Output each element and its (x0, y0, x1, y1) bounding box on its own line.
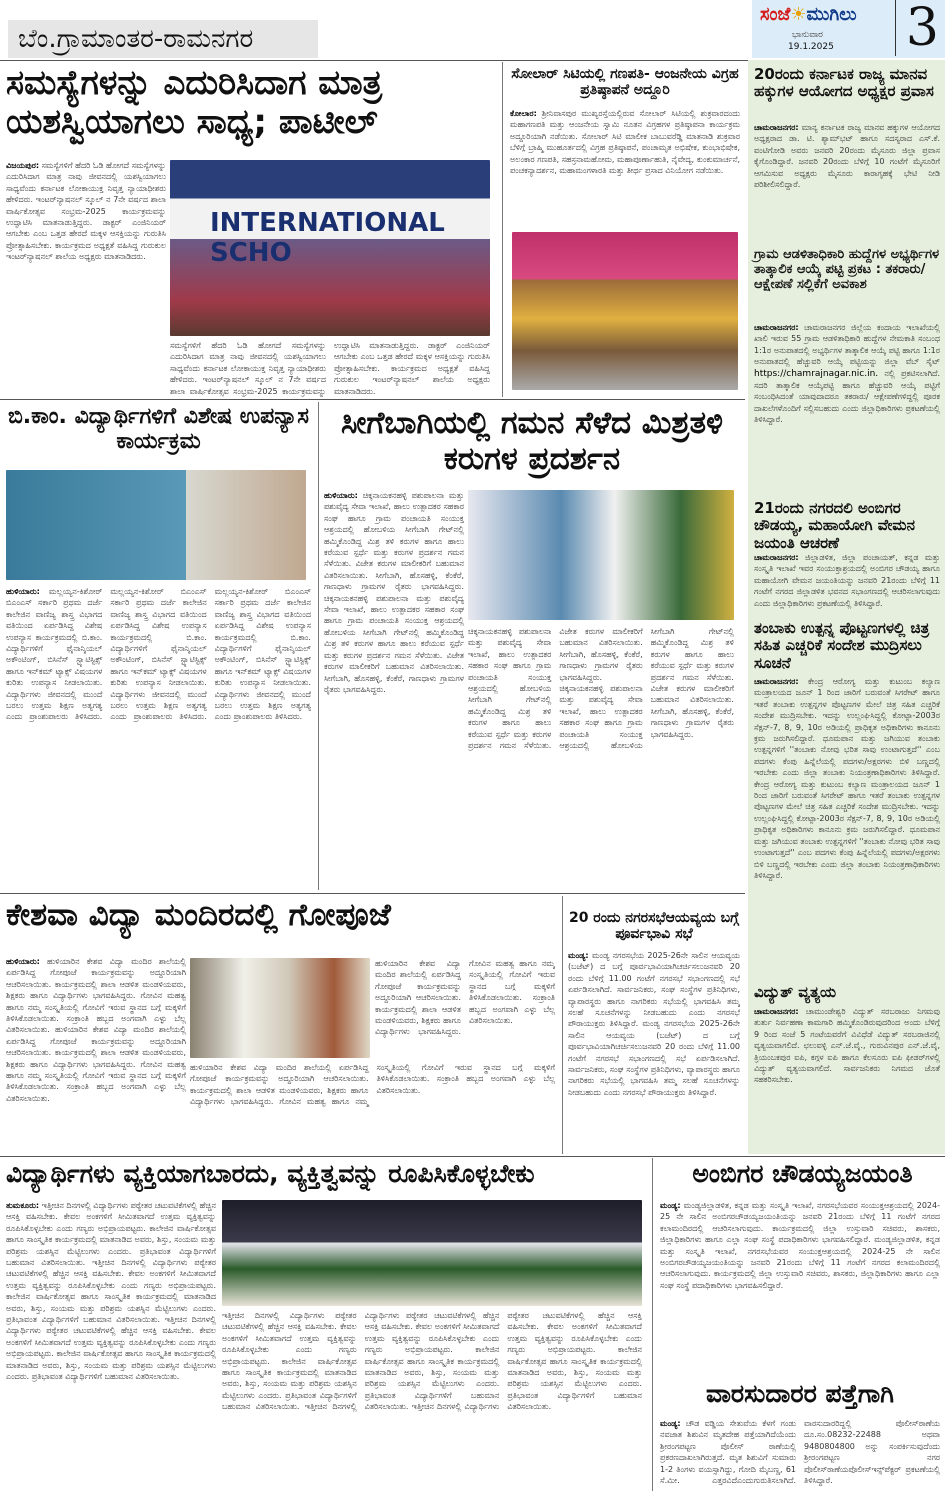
calf-show-body (324, 490, 464, 888)
paper-name (760, 4, 857, 25)
dateline: ಚಾಮರಾಜನಗರ: (754, 1007, 799, 1016)
budget-meeting-headline: 20 ರಂದು ನಗರಸಭೆಆಯವ್ಯಯ ಬಗ್ಗೆ ಪೂರ್ವಭಾವಿ ಸಭೆ (568, 910, 740, 943)
article-text: ಸಮಸ್ಯೆಗಳಿಗೆ ಹೆದರಿ ಓಡಿ ಹೋಗದೆ ಸಮಸ್ಯೆಗಳನ್ನು ಎದುರಿಸಿದಾಗ ಮಾತ್ರ ನಾವು ಜೀವನದಲ್ಲಿ ಯಶಸ್ವಿಯಾಗಲು ಸಾಧ್ಯವೆಂದು ಕರ್ನಾಟಕ ಲೋಕಾಯುಕ್ತ ನಿವೃತ್ತ ನ್ಯಾಯಾಧೀಶರು ಹೇಳಿದರು. ಇಂಟರ್‌ನ್ಯಾಷನಲ್ ಸ್ಕೂಲ್ ನ 7ನೇ ವರ್ಷದ ಶಾಲಾ ವಾರ್ಷಿಕೋತ್ಸವ ಸಂಭ್ರಮ-2025 ಕಾರ್ಯಕ್ರಮವನ್ನು ಉದ್ಘಾಟಿಸಿ ಮಾತನಾಡುತ್ತಿದ್ದರು. ಡಾಕ್ಟರ್ ಎಂಜಿನಿಯರ್ ಆಗಬೇಕು ಎಂಬ ಒತ್ತಡ ಹೇರದೆ ಮಕ್ಕಳ ಆಸಕ್ತಿಯನ್ನು ಗುರುತಿಸಿ ಪ್ರೋತ್ಸಾಹಿಸಬೇಕು. ಕಾರ್ಯಕ್ರಮದ ಅಧ್ಯಕ್ಷತೆ ವಹಿಸಿದ್ದ ಗುರುಕುಲ ಇಂಟರ್‌ನ್ಯಾಷನಲ್ ಶಾಲೆಯ ಅಧ್ಯಕ್ಷರು ಮಾತನಾಡಿದರು. (6, 161, 166, 262)
rights-body (754, 122, 940, 244)
power-headline: ವಿದ್ಯುತ್ ವ್ಯತ್ಯಯ (754, 983, 837, 1001)
district-website-link[interactable]: https://chamrajnagar.nic.in. (754, 368, 879, 379)
heirs-body (660, 1418, 940, 1490)
gopuja-body-side (375, 958, 555, 1058)
masthead (752, 0, 945, 58)
dateline: ಮಂಡ್ಯ: (568, 951, 589, 960)
article-text: ಶ್ರೀನಿವಾಸಪುರ ಮುಖ್ಯರಸ್ತೆಯಲ್ಲಿರುವ ಸೋಲಾರ್ ಸಿಟಿಯಲ್ಲಿ ಶುಕ್ರವಾರದಂದು ಮಹಾಗಣಪತಿ ಮತ್ತು ಆಂಜನೇಯ ಸ್ವಾಮಿ ನೂತನ ವಿಗ್ರಹಗಳ ಪ್ರತಿಷ್ಠಾಪನಾ ಕಾರ್ಯಕ್ರಮ ಅದ್ದೂರಿಯಾಗಿ ನಡೆಯಿತು. ಸೋಲಾರ್ ಸಿಟಿ ಮಾಲೀಕ ಬಾಬುವರೆಡ್ಡಿ ಮಾತನಾಡಿ ಶುಕ್ರವಾರ ಬೆಳಿಗ್ಗೆ ಬ್ರಾಹ್ಮಿ ಮುಹೂರ್ತದಲ್ಲಿ ವಿಗ್ರಹ ಪ್ರತಿಷ್ಠಾಪನೆ, ಪಂಚಾಮೃತ ಅಭಿಷೇಕ, ಕುಂಭಾಭಿಷೇಕ, ಅಲಂಕಾರ ಗಣಪತಿ, ಸಹಸ್ರನಾಮಹೋಮ, ಮಹಾಪೂರ್ಣಾಹುತಿ, ನೈವೇದ್ಯ, ಕುಂಕುಮಾರ್ಚನೆ, ಪಂಚಕನ್ಯಾದರ್ಶನ, ಮಹಾಮಂಗಳಾರತಿ ಮತ್ತು ತೀರ್ಥ ಪ್ರಸಾದ ವಿನಿಯೋಗ ನಡೆಯಿತು. (510, 109, 740, 176)
page-number: 3 (895, 0, 939, 56)
cow-worship-photo (190, 958, 370, 1058)
article-text: ಚಿಕ್ಕನಾಯಕನಹಳ್ಳಿ ಪಶುಪಾಲನಾ ಮತ್ತು ಪಶುವೈದ್ಯ ಸೇವಾ ಇಲಾಖೆ, ಹಾಲು ಉತ್ಪಾದಕರ ಸಹಕಾರ ಸಂಘ ಹಾಗೂ ಗ್ರಾಮ ಪಂಚಾಯತಿ ಸಂಯುಕ್ತ ಆಶ್ರಯದಲ್ಲಿ ಹೋಬಳಿಯ ಸೀಗೆಬಾಗಿ ಗೇಟ್‌ನಲ್ಲಿ ಹಮ್ಮಿಕೊಂಡಿದ್ದ ಮಿಶ್ರ ತಳಿ ಕರುಗಳ ಹಾಗೂ ಹಾಲು ಕರೆಯುವ ಸ್ಪರ್ಧೆ ಮತ್ತು ಕರುಗಳ ಪ್ರದರ್ಶನ ಗಮನ ಸೆಳೆಯಿತು. ವಿಜೇತ ಕರುಗಳ ಮಾಲೀಕರಿಗೆ ಬಹುಮಾನ ವಿತರಿಸಲಾಯಿತು. ಸೀಗೆಬಾಗಿ, ಹೊಸಹಳ್ಳಿ, ಕೆಂಕೆರೆ, ಗಾಣಧಾಳು ಗ್ರಾಮಗಳ ರೈತರು ಭಾಗವಹಿಸಿದ್ದರು. (324, 491, 464, 592)
divider (502, 62, 503, 397)
article-text: ಇತ್ತೀಚಿನ ದಿನಗಳಲ್ಲಿ ವಿದ್ಯಾರ್ಥಿಗಳು ಪಠ್ಯೇತರ ಚಟುವಟಿಕೆಗಳಲ್ಲಿ ಹೆಚ್ಚಿನ ಆಸಕ್ತಿ ವಹಿಸಬೇಕು. ಕೇವಲ ಅಂಕಗಳಿಗೆ ಸೀಮಿತವಾಗದೆ ಉತ್ತಮ ವ್ಯಕ್ತಿತ್ವವನ್ನು ರೂಪಿಸಿಕೊಳ್ಳಬೇಕು ಎಂದು ಗಣ್ಯರು ಅಭಿಪ್ರಾಯಪಟ್ಟರು. ಕಾಲೇಜಿನ ವಾರ್ಷಿಕೋತ್ಸವ ಹಾಗೂ ಸಾಂಸ್ಕೃತಿಕ ಕಾರ್ಯಕ್ರಮದಲ್ಲಿ ಮಾತನಾಡಿದ ಅವರು, ಶಿಸ್ತು, ಸಂಯಮ ಮತ್ತು ಪರಿಶ್ರಮ ಯಶಸ್ಸಿನ ಮೆಟ್ಟಿಲುಗಳು ಎಂದರು. ಪ್ರತಿಭಾವಂತ ವಿದ್ಯಾರ್ಥಿಗಳಿಗೆ ಬಹುಮಾನ ವಿತರಿಸಲಾಯಿತು. (222, 1311, 357, 1412)
dateline: ಹುಳಿಯಾರು: (6, 957, 40, 966)
article-text: ಮಲ್ಲಯ್ಯನ-ಕಿಶೋರ್ ಬಿಎಂಎಸ್ ಸರ್ಕಾರಿ ಪ್ರಥಮ ದರ್ಜೆ ಕಾಲೇಜಿನ ವಾಣಿಜ್ಯ ಶಾಸ್ತ್ರ ವಿಭಾಗದ ವತಿಯಿಂದ ಏರ್ಪಡಿಸಿದ್ದ ವಿಶೇಷ ಉಪನ್ಯಾಸ ಕಾರ್ಯಕ್ರಮದಲ್ಲಿ ಬಿ.ಕಾಂ. ವಿದ್ಯಾರ್ಥಿಗಳಿಗೆ ಫೈನಾನ್ಶಿಯಲ್ ಅಕೌಂಟಿಂಗ್, ಬಿಸಿನೆಸ್ ಸ್ಟ್ಯಾಟಿಸ್ಟಿಕ್ಸ್ ಹಾಗೂ ಇನ್‌ಕಮ್ ಟ್ಯಾಕ್ಸ್ ವಿಷಯಗಳ ಕುರಿತು ಉಪನ್ಯಾಸ ನೀಡಲಾಯಿತು. ವಿದ್ಯಾರ್ಥಿಗಳು ಜೀವನದಲ್ಲಿ ಮುಂದೆ ಬರಲು ಉತ್ತಮ ಶಿಕ್ಷಣ ಅತ್ಯಗತ್ಯ ಎಂದು ಪ್ರಾಂಶುಪಾಲರು ತಿಳಿಸಿದರು. (110, 587, 207, 722)
article-text: ಚಿಕ್ಕನಾಯಕನಹಳ್ಳಿ ಪಶುಪಾಲನಾ ಮತ್ತು ಪಶುವೈದ್ಯ ಸೇವಾ ಇಲಾಖೆ, ಹಾಲು ಉತ್ಪಾದಕರ ಸಹಕಾರ ಸಂಘ ಹಾಗೂ ಗ್ರಾಮ ಪಂಚಾಯತಿ ಸಂಯುಕ್ತ ಆಶ್ರಯದಲ್ಲಿ ಹೋಬಳಿಯ ಸೀಗೆಬಾಗಿ ಗೇಟ್‌ನಲ್ಲಿ ಹಮ್ಮಿಕೊಂಡಿದ್ದ ಮಿಶ್ರ ತಳಿ ಕರುಗಳ ಹಾಗೂ ಹಾಲು ಕರೆಯುವ ಸ್ಪರ್ಧೆ ಮತ್ತು ಕರುಗಳ ಪ್ರದರ್ಶನ ಗಮನ ಸೆಳೆಯಿತು. ವಿಜೇತ ಕರುಗಳ ಮಾಲೀಕರಿಗೆ ಬಹುಮಾನ ವಿತರಿಸಲಾಯಿತು. ಸೀಗೆಬಾಗಿ, ಹೊಸಹಳ್ಳಿ, ಕೆಂಕೆರೆ, ಗಾಣಧಾಳು ಗ್ರಾಮಗಳ ರೈತರು ಭಾಗವಹಿಸಿದ್ದರು. (324, 593, 464, 694)
ambigara-body (660, 1200, 940, 1372)
dateline: ಚಾಮರಾಜನಗರ: (754, 677, 799, 686)
issue-day: ಭಾನುವಾರ (792, 30, 823, 40)
dateline: ವಿಜಯಪುರ: (6, 161, 40, 170)
tobacco-headline: ತಂಬಾಕು ಉತ್ಪನ್ನ ಪೊಟ್ಟಣಗಳಲ್ಲಿ ಚಿತ್ರ ಸಹಿತ ಎಚ್ಚರಿಕೆ ಸಂದೇಶ ಮುದ್ರಿಸಲು ಸೂಚನೆ (754, 619, 930, 672)
lead-body (6, 160, 166, 400)
divider (0, 399, 745, 400)
divider (0, 893, 745, 894)
gopuja-body (6, 956, 186, 1152)
rights-headline: 20ರಂದು ಕರ್ನಾಟಕ ರಾಜ್ಯ ಮಾನವ ಹಕ್ಕುಗಳ ಆಯೋಗದ ಅಧ್ಯಕ್ಷರ ಪ್ರವಾಸ (754, 65, 934, 101)
lead-body-cont (170, 340, 490, 398)
paper-name-2: ಮುಗಿಲು (806, 4, 857, 25)
article-text: ಚಾಮರಾಜನಗರ ಜಿಲ್ಲೆಯ ಕಂದಾಯ ಇಲಾಖೆಯಲ್ಲಿ ಖಾಲಿ ಇರುವ 55 ಗ್ರಾಮ ಆಡಳಿತಾಧಿಕಾರಿ ಹುದ್ದೆಗಳ ನೇಮಕಾತಿ ಸಂಬಂಧ 1:1ರ ಅನುಪಾತದಲ್ಲಿ ಅಭ್ಯರ್ಥಿಗಳ ತಾತ್ಕಾಲಿಕ ಆಯ್ಕೆ ಪಟ್ಟಿ ಹಾಗೂ 1:1ರ ಅನುಪಾತದಲ್ಲಿ ಹೆಚ್ಚುವರಿ ಆಯ್ಕೆ ಪಟ್ಟಿಯನ್ನು ಜಿಲ್ಲಾ ವೆಬ್ ಸೈಟ್ (754, 323, 940, 367)
dateline: ತುಮಕೂರು: (6, 1201, 40, 1210)
dateline: ಹುಳಿಯಾರು: (6, 587, 40, 596)
dateline: ಹುಳಿಯಾರು: (324, 491, 358, 500)
issue-date: 19.1.2025 (788, 42, 834, 52)
article-text: ಚಿಕ್ಕನಾಯಕನಹಳ್ಳಿ ಪಶುಪಾಲನಾ ಮತ್ತು ಪಶುವೈದ್ಯ ಸೇವಾ ಇಲಾಖೆ, ಹಾಲು ಉತ್ಪಾದಕರ ಸಹಕಾರ ಸಂಘ ಹಾಗೂ ಗ್ರಾಮ ಪಂಚಾಯತಿ ಸಂಯುಕ್ತ ಆಶ್ರಯದಲ್ಲಿ ಹೋಬಳಿಯ ಸೀಗೆಬಾಗಿ ಗೇಟ್‌ನಲ್ಲಿ ಹಮ್ಮಿಕೊಂಡಿದ್ದ ಮಿಶ್ರ ತಳಿ ಕರುಗಳ ಹಾಗೂ ಹಾಲು ಕರೆಯುವ ಸ್ಪರ್ಧೆ ಮತ್ತು ಕರುಗಳ ಪ್ರದರ್ಶನ ಗಮನ ಸೆಳೆಯಿತು. ವಿಜೇತ ಕರುಗಳ ಮಾಲೀಕರಿಗೆ ಬಹುಮಾನ ವಿತರಿಸಲಾಯಿತು. ಸೀಗೆಬಾಗಿ, ಹೊಸಹಳ್ಳಿ, ಕೆಂಕೆರೆ, ಗಾಣಧಾಳು ಗ್ರಾಮಗಳ ರೈತರು ಭಾಗವಹಿಸಿದ್ದರು. (468, 627, 643, 751)
article-text: ನಲ್ಲಿ ಪ್ರಕಟಿಸಲಾಗಿದೆ. ಸದರಿ ತಾತ್ಕಾಲಿಕ ಆಯ್ಕೆಪಟ್ಟಿ ಹಾಗೂ ಹೆಚ್ಚುವರಿ ಆಯ್ಕೆ ಪಟ್ಟಿಗೆ ಸಂಬಂಧಿಸಿದಂತೆ ಯಾವುದಾದರೂ ತಕರಾರು/ ಆಕ್ಷೇಪಣೆಗಳಿದ್ದಲ್ಲಿ ಪೂರಕ ದಾಖಲೆಗಳೊಂದಿಗೆ ಸಲ್ಲಿಸಬಹುದು ಎಂದು ಜಿಲ್ಲಾಧಿಕಾರಿಗಳು ಪ್ರಕಟಣೆಯಲ್ಲಿ ತಿಳಿಸಿದ್ದಾರೆ. (754, 368, 940, 425)
college-function-photo (222, 1200, 642, 1306)
article-text: ಸಮಸ್ಯೆಗಳಿಗೆ ಹೆದರಿ ಓಡಿ ಹೋಗದೆ ಸಮಸ್ಯೆಗಳನ್ನು ಎದುರಿಸಿದಾಗ ಮಾತ್ರ ನಾವು ಜೀವನದಲ್ಲಿ ಯಶಸ್ವಿಯಾಗಲು ಸಾಧ್ಯವೆಂದು ಕರ್ನಾಟಕ ಲೋಕಾಯುಕ್ತ ನಿವೃತ್ತ ನ್ಯಾಯಾಧೀಶರು ಹೇಳಿದರು. ಇಂಟರ್‌ನ್ಯಾಷನಲ್ ಸ್ಕೂಲ್ ನ 7ನೇ ವರ್ಷದ ಶಾಲಾ ವಾರ್ಷಿಕೋತ್ಸವ ಸಂಭ್ರಮ-2025 ಕಾರ್ಯಕ್ರಮವನ್ನು ಉದ್ಘಾಟಿಸಿ ಮಾತನಾಡುತ್ತಿದ್ದರು. ಡಾಕ್ಟರ್ ಎಂಜಿನಿಯರ್ ಆಗಬೇಕು ಎಂಬ ಒತ್ತಡ ಹೇರದೆ ಮಕ್ಕಳ ಆಸಕ್ತಿಯನ್ನು ಗುರುತಿಸಿ ಪ್ರೋತ್ಸಾಹಿಸಬೇಕು. ಕಾರ್ಯಕ್ರಮದ ಅಧ್ಯಕ್ಷತೆ ವಹಿಸಿದ್ದ ಗುರುಕುಲ ಇಂಟರ್‌ನ್ಯಾಷನಲ್ ಶಾಲೆಯ ಅಧ್ಯಕ್ಷರು ಮಾತನಾಡಿದರು. (170, 341, 490, 396)
gopuja-headline: ಕೇಶವಾ ವಿದ್ಯಾ ಮಂದಿರದಲ್ಲಿ ಗೋಪೂಜೆ (6, 897, 391, 933)
lead-headline: ಸಮಸ್ಯೆಗಳನ್ನು ಎದುರಿಸಿದಾಗ ಮಾತ್ರ ಯಶಸ್ವಿಯಾಗಲು ಸಾಧ್ಯ; ಪಾಟೀಲ್ (6, 63, 383, 143)
article-text: ಮಂಡ್ಯ ನಗರಸಭೆಯ 2025-26ನೇ ಸಾಲಿನ ಆಯವ್ಯಯ (ಬಜೆಟ್) ದ ಬಗ್ಗೆ ಪೂರ್ವಭಾವಿಯಾಗಿಚರ್ಚಿಸಲುಜನವರಿ 20 ರಂದು ಬೆಳಿಗ್ಗೆ 11.00 ಗಂಟೆಗೆ ನಗರಸಭೆ ಸಭಾಂಗಣದಲ್ಲಿ ಸಭೆ ಏರ್ಪಡಿಸಲಾಗಿದೆ. ಸಾರ್ವಜನಿಕರು, ಸಂಘ ಸಂಸ್ಥೆಗಳ ಪ್ರತಿನಿಧಿಗಳು, ವ್ಯಾಪಾರಸ್ಥರು ಹಾಗೂ ನಾಗರಿಕರು ಸಭೆಯಲ್ಲಿ ಭಾಗವಹಿಸಿ ತಮ್ಮ ಸಲಹೆ ಸೂಚನೆಗಳನ್ನು ನೀಡಬಹುದು ಎಂದು ನಗರಸಭೆ ಪೌರಾಯುಕ್ತರು ತಿಳಿಸಿದ್ದಾರೆ. (568, 951, 740, 1029)
sun-palm-icon: ☀ (790, 4, 807, 25)
gopuja-body-cont (190, 1062, 555, 1152)
village-officer-body (754, 322, 940, 494)
article-text: ಹುಳಿಯಾರಿನ ಕೇಶವ ವಿದ್ಯಾ ಮಂದಿರ ಶಾಲೆಯಲ್ಲಿ ಏರ್ಪಡಿಸಿದ್ದ ಗೋಪೂಜೆ ಕಾರ್ಯಕ್ರಮವನ್ನು ಅದ್ದೂರಿಯಾಗಿ ಆಚರಿಸಲಾಯಿತು. ಕಾರ್ಯಕ್ರಮದಲ್ಲಿ ಶಾಲಾ ಆಡಳಿತ ಮಂಡಳಿಯವರು, ಶಿಕ್ಷಕರು ಹಾಗೂ ವಿದ್ಯಾರ್ಥಿಗಳು ಭಾಗವಹಿಸಿದ್ದರು. ಗೋವಿನ ಮಹತ್ವ ಹಾಗೂ ನಮ್ಮ ಸಂಸ್ಕೃತಿಯಲ್ಲಿ ಗೋವಿಗೆ ಇರುವ ಸ್ಥಾನದ ಬಗ್ಗೆ ಮಕ್ಕಳಿಗೆ ತಿಳಿಸಿಕೊಡಲಾಯಿತು. ಸಂಕ್ರಾಂತಿ ಹಬ್ಬದ ಅಂಗವಾಗಿ ಎಳ್ಳು ಬೆಲ್ಲ ವಿತರಿಸಲಾಯಿತು. (375, 959, 555, 1037)
section-label: ಬೆಂ.ಗ್ರಾಮಾಂತರ-ರಾಮನಗರ (8, 20, 318, 58)
power-body (754, 1006, 940, 1148)
dateline: ಚಾಮರಾಜನಗರ: (754, 123, 799, 132)
article-text: ಮಲ್ಲಯ್ಯನ-ಕಿಶೋರ್ ಬಿಎಂಎಸ್ ಸರ್ಕಾರಿ ಪ್ರಥಮ ದರ್ಜೆ ಕಾಲೇಜಿನ ವಾಣಿಜ್ಯ ಶಾಸ್ತ್ರ ವಿಭಾಗದ ವತಿಯಿಂದ ಏರ್ಪಡಿಸಿದ್ದ ವಿಶೇಷ ಉಪನ್ಯಾಸ ಕಾರ್ಯಕ್ರಮದಲ್ಲಿ ಬಿ.ಕಾಂ. ವಿದ್ಯಾರ್ಥಿಗಳಿಗೆ ಫೈನಾನ್ಶಿಯಲ್ ಅಕೌಂಟಿಂಗ್, ಬಿಸಿನೆಸ್ ಸ್ಟ್ಯಾಟಿಸ್ಟಿಕ್ಸ್ ಹಾಗೂ ಇನ್‌ಕಮ್ ಟ್ಯಾಕ್ಸ್ ವಿಷಯಗಳ ಕುರಿತು ಉಪನ್ಯಾಸ ನೀಡಲಾಯಿತು. ವಿದ್ಯಾರ್ಥಿಗಳು ಜೀವನದಲ್ಲಿ ಮುಂದೆ ಬರಲು ಉತ್ತಮ ಶಿಕ್ಷಣ ಅತ್ಯಗತ್ಯ ಎಂದು ಪ್ರಾಂಶುಪಾಲರು ತಿಳಿಸಿದರು. (6, 587, 103, 722)
bcom-body (6, 586, 311, 886)
ambigara-headline: ಅಂಬಿಗರ ಚೌಡಯ್ಯಜಯಂತಿ (692, 1159, 913, 1188)
article-text: ಇತ್ತೀಚಿನ ದಿನಗಳಲ್ಲಿ ವಿದ್ಯಾರ್ಥಿಗಳು ಪಠ್ಯೇತರ ಚಟುವಟಿಕೆಗಳಲ್ಲಿ ಹೆಚ್ಚಿನ ಆಸಕ್ತಿ ವಹಿಸಬೇಕು. ಕೇವಲ ಅಂಕಗಳಿಗೆ ಸೀಮಿತವಾಗದೆ ಉತ್ತಮ ವ್ಯಕ್ತಿತ್ವವನ್ನು ರೂಪಿಸಿಕೊಳ್ಳಬೇಕು ಎಂದು ಗಣ್ಯರು ಅಭಿಪ್ರಾಯಪಟ್ಟರು. ಕಾಲೇಜಿನ ವಾರ್ಷಿಕೋತ್ಸವ ಹಾಗೂ ಸಾಂಸ್ಕೃತಿಕ ಕಾರ್ಯಕ್ರಮದಲ್ಲಿ ಮಾತನಾಡಿದ ಅವರು, ಶಿಸ್ತು, ಸಂಯಮ ಮತ್ತು ಪರಿಶ್ರಮ ಯಶಸ್ಸಿನ ಮೆಟ್ಟಿಲುಗಳು ಎಂದರು. ಪ್ರತಿಭಾವಂತ ವಿದ್ಯಾರ್ಥಿಗಳಿಗೆ ಬಹುಮಾನ ವಿತರಿಸಲಾಯಿತು. (304, 1311, 500, 1412)
article-text: ಮಾನ್ಯ ಕರ್ನಾಟಕ ರಾಜ್ಯ ಮಾನವ ಹಕ್ಕುಗಳ ಆಯೋಗದ ಅಧ್ಯಕ್ಷರಾದ ಡಾ. ಟಿ. ಶ್ಯಾಮ್‌ಭಟ್ ಹಾಗೂ ಸದಸ್ಯರಾದ ಎಸ್.ಕೆ. ವಂಟಿಗೋಡಿ ಅವರು ಜನವರಿ 20ರಂದು ಮೈಸೂರು ಜಿಲ್ಲಾ ಪ್ರವಾಸ ಕೈಗೊಂಡಿದ್ದಾರೆ. ಜನವರಿ 20ರಂದು ಬೆಳಿಗ್ಗೆ 10 ಗಂಟೆಗೆ ಮೈಸೂರಿಗೆ ಆಗಮಿಸುವ ಅಧ್ಯಕ್ಷರು ಮೈಸೂರು ಕಾರಾಗೃಹಕ್ಕೆ ಭೇಟಿ ನೀಡಿ ಪರಿಶೀಲಿಸಲಿದ್ದಾರೆ. (754, 123, 940, 190)
idol-installation-photo (512, 232, 738, 390)
divider (318, 402, 319, 890)
article-text: ಹುಳಿಯಾರಿನ ಕೇಶವ ವಿದ್ಯಾ ಮಂದಿರ ಶಾಲೆಯಲ್ಲಿ ಏರ್ಪಡಿಸಿದ್ದ ಗೋಪೂಜೆ ಕಾರ್ಯಕ್ರಮವನ್ನು ಅದ್ದೂರಿಯಾಗಿ ಆಚರಿಸಲಾಯಿತು. ಕಾರ್ಯಕ್ರಮದಲ್ಲಿ ಶಾಲಾ ಆಡಳಿತ ಮಂಡಳಿಯವರು, ಶಿಕ್ಷಕರು ಹಾಗೂ ವಿದ್ಯಾರ್ಥಿಗಳು ಭಾಗವಹಿಸಿದ್ದರು. ಗೋವಿನ ಮಹತ್ವ ಹಾಗೂ ನಮ್ಮ ಸಂಸ್ಕೃತಿಯಲ್ಲಿ ಗೋವಿಗೆ ಇರುವ ಸ್ಥಾನದ ಬಗ್ಗೆ ಮಕ್ಕಳಿಗೆ ತಿಳಿಸಿಕೊಡಲಾಯಿತು. ಸಂಕ್ರಾಂತಿ ಹಬ್ಬದ ಅಂಗವಾಗಿ ಎಳ್ಳು ಬೆಲ್ಲ ವಿತರಿಸಲಾಯಿತು. (6, 1025, 186, 1103)
budget-meeting-body (568, 950, 740, 1150)
school-event-photo (170, 160, 490, 336)
calf-show-body-cont (468, 626, 734, 888)
divider (562, 896, 563, 1154)
village-officer-headline: ಗ್ರಾಮ ಆಡಳಿತಾಧಿಕಾರಿ ಹುದ್ದೆಗಳ ಅಭ್ಯರ್ಥಿಗಳ ತಾತ್ಕಾಲಿಕ ಆಯ್ಕೆ ಪಟ್ಟಿ ಪ್ರಕಟ : ತಕರಾರು/ ಆಕ್ಷೇಪಣೆ ಸಲ್ಲಿಕೆಗೆ ಅವಕಾಶ (754, 247, 940, 292)
divider (0, 1156, 945, 1157)
article-text: ಕೇಂದ್ರ ಆರೋಗ್ಯ ಮತ್ತು ಕುಟುಂಬ ಕಲ್ಯಾಣ ಮಂತ್ರಾಲಯದ ಜೂನ್ 1 ರಿಂದ ಜಾರಿಗೆ ಬರುವಂತೆ ಸಿಗರೇಟ್ ಹಾಗೂ ಇತರೆ ತಂಬಾಕು ಉತ್ಪನ್ನಗಳ ಪೊಟ್ಟಣಗಳ ಮೇಲೆ ಚಿತ್ರ ಸಹಿತ ಎಚ್ಚರಿಕೆ ಸಂದೇಶ ಮುದ್ರಿಸಬೇಕು. ಇದನ್ನು ಉಲ್ಲಂಘಿಸಿದ್ದಲ್ಲಿ ಕೋಟ್ಪಾ-2003ರ ಸೆಕ್ಷನ್-7, 8, 9, 10ರ ಅಡಿಯಲ್ಲಿ ಪ್ರಾಧಿಕೃತ ಅಧಿಕಾರಿಗಳು ಕಾನೂನು ಕ್ರಮ ಜರುಗಿಸಲಿದ್ದಾರೆ. ಧೂಮಪಾನ ಮತ್ತು ಜಗಿಯುವ ತಂಬಾಕು ಉತ್ಪನ್ನಗಳಿಗೆ ''ತಂಬಾಕು ನೋವು ಭರಿತ ಸಾವು ಉಂಟಾಗುತ್ತದೆ'' ಎಂಬ ಪದಗಳು ಕೆಂಪು ಹಿನ್ನೆಲೆಯಲ್ಲಿ ಪದಗಳು/ಅಕ್ಷರಗಳು ಬಿಳಿ ಬಣ್ಣದಲ್ಲಿ ಇರಬೇಕು ಎಂದು ಜಿಲ್ಲಾ ತಂಬಾಕು ನಿಯಂತ್ರಣಾಧಿಕಾರಿಗಳು ತಿಳಿಸಿದ್ದಾರೆ. (754, 779, 940, 880)
dateline: ಮಂಡ್ಯ: (660, 1419, 681, 1428)
students-headline: ವಿದ್ಯಾರ್ಥಿಗಳು ವ್ಯಕ್ತಿಯಾಗಬಾರದು, ವ್ಯಕ್ತಿತ್ವವನ್ನು ರೂಪಿಸಿಕೊಳ್ಳಬೇಕು (6, 1159, 535, 1188)
tobacco-body (754, 676, 940, 976)
vemana-headline: 21ರಂದು ನಗರದಲಿ ಅಂಬಿಗರ ಚೌಡಯ್ಯ, ಮಹಾಯೋಗಿ ವೇಮನ ಜಯಂತಿ ಆಚರಣೆ (754, 499, 915, 552)
students-body (6, 1200, 216, 1490)
heirs-headline: ವಾರಸುದಾರರ ಪತ್ತೆಗಾಗಿ (706, 1379, 894, 1408)
article-text: ಮಂಡ್ಯಜಿಲ್ಲಾಡಳಿತ, ಕನ್ನಡ ಮತ್ತು ಸಂಸ್ಕೃತಿ ಇಲಾಖೆ, ನಗರಸಭೆಯವರ ಸಂಯುಕ್ತಆಶ್ರಯದಲ್ಲಿ 2024-25 ನೇ ಸಾಲಿನ ಅಂಬಿಗರಚೌಡಯ್ಯಜಯಂತಿಯನ್ನು ಜನವರಿ 21ರಂದು ಬೆಳಿಗ್ಗೆ 11 ಗಂಟೆಗೆ ನಗರದ ಕಲಾಮಂದಿರದಲ್ಲಿ ಆಚರಿಸಲಾಗುವುದು. ಕಾರ್ಯಕ್ರಮದಲ್ಲಿ ಜಿಲ್ಲಾ ಉಸ್ತುವಾರಿ ಸಚಿವರು, ಶಾಸಕರು, ಜಿಲ್ಲಾಧಿಕಾರಿಗಳು ಹಾಗೂ ಎಲ್ಲಾ ಸಂಘ ಸಂಸ್ಥೆ ಪದಾಧಿಕಾರಿಗಳು ಭಾಗವಹಿಸಲಿದ್ದಾರೆ. (660, 1201, 940, 1245)
dateline: ಕೋಲಾರ: (510, 109, 537, 118)
award-ceremony-photo (468, 490, 734, 620)
article-text: ಚಿಕ್ಕನಾಯಕನಹಳ್ಳಿ ಪಶುಪಾಲನಾ ಮತ್ತು ಪಶುವೈದ್ಯ ಸೇವಾ ಇಲಾಖೆ, ಹಾಲು ಉತ್ಪಾದಕರ ಸಹಕಾರ ಸಂಘ ಹಾಗೂ ಗ್ರಾಮ ಪಂಚಾಯತಿ ಸಂಯುಕ್ತ ಆಶ್ರಯದಲ್ಲಿ ಹೋಬಳಿಯ ಸೀಗೆಬಾಗಿ ಗೇಟ್‌ನಲ್ಲಿ ಹಮ್ಮಿಕೊಂಡಿದ್ದ ಮಿಶ್ರ ತಳಿ ಕರುಗಳ ಹಾಗೂ ಹಾಲು ಕರೆಯುವ ಸ್ಪರ್ಧೆ ಮತ್ತು ಕರುಗಳ ಪ್ರದರ್ಶನ ಗಮನ ಸೆಳೆಯಿತು. ವಿಜೇತ ಕರುಗಳ ಮಾಲೀಕರಿಗೆ ಬಹುಮಾನ ವಿತರಿಸಲಾಯಿತು. ಸೀಗೆಬಾಗಿ, ಹೊಸಹಳ್ಳಿ, ಕೆಂಕೆರೆ, ಗಾಣಧಾಳು ಗ್ರಾಮಗಳ ರೈತರು ಭಾಗವಹಿಸಿದ್ದರು. (559, 627, 734, 751)
divider (652, 1158, 653, 1491)
vemana-body (754, 552, 940, 618)
article-text: ಚೌಡ ವಡ್ಡಿಯ ಸೇತುವೆಯ ಕೆಳಗೆ ಗಂಡು ನವಜಾತ ಶಿಶುವಿನ ಮೃತದೇಹ ಪತ್ತೆಯಾಗಿದೆಯೆಂದು ಶ್ರೀರಂಗಪಟ್ಟಣ ಪೊಲೀಸ್ ಠಾಣೆಯಲ್ಲಿ ಪ್ರಕರಣದಾಖಲಾಗಿರುತ್ತದೆ. ಮೃತ ಶಿಶುವಿಗೆ ಸುಮಾರು 1-2 ತಿಂಗಳು ವಯಸ್ಸಾಗಿದ್ದು, ಗೋದಿ ಮೈಬಣ್ಣ, 61 ಸೆ.ಮೀ. ಎತ್ತರವಿದೆಎಂದುಗುರುತಿಸಲಾಗಿದೆ. ವಾರಸುದಾರರಿದ್ದಲ್ಲಿ ಪೊಲೀಸ್‌ಠಾಣೆಯ ದೂ.ಸಂ.08232-22488 ಅಥವಾ 9480804800 ಅನ್ನು ಸಂಪರ್ಕಿಸುವುದೆಂದು ಶ್ರೀರಂಗಪಟ್ಟಣ ನಗರ ಪೊಲೀಸ್‌ಠಾಣೆಯಪೊಲೀಸ್‌ಇನ್ಸ್‌ಪೆಕ್ಟರ್ ಪ್ರಕಟಣೆಯಲ್ಲಿ ತಿಳಿಸಿದ್ದಾರೆ. (660, 1419, 940, 1486)
students-body-cont (222, 1310, 642, 1490)
article-text: ಇತ್ತೀಚಿನ ದಿನಗಳಲ್ಲಿ ವಿದ್ಯಾರ್ಥಿಗಳು ಪಠ್ಯೇತರ ಚಟುವಟಿಕೆಗಳಲ್ಲಿ ಹೆಚ್ಚಿನ ಆಸಕ್ತಿ ವಹಿಸಬೇಕು. ಕೇವಲ ಅಂಕಗಳಿಗೆ ಸೀಮಿತವಾಗದೆ ಉತ್ತಮ ವ್ಯಕ್ತಿತ್ವವನ್ನು ರೂಪಿಸಿಕೊಳ್ಳಬೇಕು ಎಂದು ಗಣ್ಯರು ಅಭಿಪ್ರಾಯಪಟ್ಟರು. ಕಾಲೇಜಿನ ವಾರ್ಷಿಕೋತ್ಸವ ಹಾಗೂ ಸಾಂಸ್ಕೃತಿಕ ಕಾರ್ಯಕ್ರಮದಲ್ಲಿ ಮಾತನಾಡಿದ ಅವರು, ಶಿಸ್ತು, ಸಂಯಮ ಮತ್ತು ಪರಿಶ್ರಮ ಯಶಸ್ಸಿನ ಮೆಟ್ಟಿಲುಗಳು ಎಂದರು. ಪ್ರತಿಭಾವಂತ ವಿದ್ಯಾರ್ಥಿಗಳಿಗೆ ಬಹುಮಾನ ವಿತರಿಸಲಾಯಿತು. (6, 1315, 216, 1382)
article-text: ಜಿಲ್ಲಾಡಳಿತ, ಜಿಲ್ಲಾ ಪಂಚಾಯತ್, ಕನ್ನಡ ಮತ್ತು ಸಂಸ್ಕೃತಿ ಇಲಾಖೆ ಇವರ ಸಂಯುಕ್ತಾಶ್ರಯದಲ್ಲಿ ಅಂಬಿಗರ ಚೌಡಯ್ಯ ಹಾಗೂ ಮಹಾಯೋಗಿ ವೇಮನ ಜಯಂತಿಯನ್ನು ಜನವರಿ 21ರಂದು ಬೆಳಿಗ್ಗೆ 11 ಗಂಟೆಗೆ ನಗರದ ಜಿಲ್ಲಾಡಳಿತ ಭವನದ ಸಭಾಂಗಣದಲ್ಲಿ ಆಚರಿಸಲಾಗುವುದು ಎಂದು ಜಿಲ್ಲಾಧಿಕಾರಿಗಳು ಪ್ರಕಟಣೆಯಲ್ಲಿ ತಿಳಿಸಿದ್ದಾರೆ. (754, 553, 940, 608)
article-text: ಹುಳಿಯಾರಿನ ಕೇಶವ ವಿದ್ಯಾ ಮಂದಿರ ಶಾಲೆಯಲ್ಲಿ ಏರ್ಪಡಿಸಿದ್ದ ಗೋಪೂಜೆ ಕಾರ್ಯಕ್ರಮವನ್ನು ಅದ್ದೂರಿಯಾಗಿ ಆಚರಿಸಲಾಯಿತು. ಕಾರ್ಯಕ್ರಮದಲ್ಲಿ ಶಾಲಾ ಆಡಳಿತ ಮಂಡಳಿಯವರು, ಶಿಕ್ಷಕರು ಹಾಗೂ ವಿದ್ಯಾರ್ಥಿಗಳು ಭಾಗವಹಿಸಿದ್ದರು. ಗೋವಿನ ಮಹತ್ವ ಹಾಗೂ ನಮ್ಮ ಸಂಸ್ಕೃತಿಯಲ್ಲಿ ಗೋವಿಗೆ ಇರುವ ಸ್ಥಾನದ ಬಗ್ಗೆ ಮಕ್ಕಳಿಗೆ ತಿಳಿಸಿಕೊಡಲಾಯಿತು. ಸಂಕ್ರಾಂತಿ ಹಬ್ಬದ ಅಂಗವಾಗಿ ಎಳ್ಳು ಬೆಲ್ಲ ವಿತರಿಸಲಾಯಿತು. (6, 957, 186, 1035)
article-text: ಚಾಮುಂಡೇಶ್ವರಿ ವಿದ್ಯುತ್ ಸರಬರಾಜು ನಿಗಮವು ತುರ್ತು ನಿರ್ವಹಣಾ ಕಾಮಗಾರಿ ಹಮ್ಮಿಕೊಂಡಿರುವುದರಿಂದ ಅಂದು ಬೆಳಿಗ್ಗೆ 9 ರಿಂದ ಸಂಜೆ 5 ಗಂಟೆಯವರೆಗೆ ವಿವಿಧೆಡೆ ವಿದ್ಯುತ್ ಸರಬರಾಜಿನಲ್ಲಿ ವ್ಯತ್ಯಯವಾಗಲಿದೆ. ಛಲುವಳ್ಳಿ ಎನ್.ಜೆ.ವೈ., ಗುರುವಿನಪುರ ಎನ್.ಜೆ.ವೈ, ತ್ರಿಯಂಬಕಪುರ ಐಪಿ, ಕಗ್ಗಳ ಐಪಿ ಹಾಗೂ ಕೆಲಸೂರು ಐಪಿ ಫೀಡರ್‌ಗಳಲ್ಲಿ ವಿದ್ಯುತ್ ವ್ಯತ್ಯಯವಾಗಲಿದೆ. ಸಾರ್ವಜನಿಕರು ನಿಗಮದ ಜೊತೆ ಸಹಕರಿಸಬೇಕು. (754, 1007, 940, 1085)
photo-banner-text: INTERNATIONAL SCHO (210, 208, 445, 268)
paper-name-1: ಸಂಜೆ (760, 4, 791, 25)
dateline: ಚಾಮರಾಜನಗರ: (754, 553, 799, 562)
dateline: ಮಂಡ್ಯ: (660, 1201, 681, 1210)
article-text: ಇತ್ತೀಚಿನ ದಿನಗಳಲ್ಲಿ ವಿದ್ಯಾರ್ಥಿಗಳು ಪಠ್ಯೇತರ ಚಟುವಟಿಕೆಗಳಲ್ಲಿ ಹೆಚ್ಚಿನ ಆಸಕ್ತಿ ವಹಿಸಬೇಕು. ಕೇವಲ ಅಂಕಗಳಿಗೆ ಸೀಮಿತವಾಗದೆ ಉತ್ತಮ ವ್ಯಕ್ತಿತ್ವವನ್ನು ರೂಪಿಸಿಕೊಳ್ಳಬೇಕು ಎಂದು ಗಣ್ಯರು ಅಭಿಪ್ರಾಯಪಟ್ಟರು. ಕಾಲೇಜಿನ ವಾರ್ಷಿಕೋತ್ಸವ ಹಾಗೂ ಸಾಂಸ್ಕೃತಿಕ ಕಾರ್ಯಕ್ರಮದಲ್ಲಿ ಮಾತನಾಡಿದ ಅವರು, ಶಿಸ್ತು, ಸಂಯಮ ಮತ್ತು ಪರಿಶ್ರಮ ಯಶಸ್ಸಿನ ಮೆಟ್ಟಿಲುಗಳು ಎಂದರು. ಪ್ರತಿಭಾವಂತ ವಿದ್ಯಾರ್ಥಿಗಳಿಗೆ ಬಹುಮಾನ ವಿತರಿಸಲಾಯಿತು. (6, 1201, 216, 1268)
article-text: ಮಂಡ್ಯಜಿಲ್ಲಾಡಳಿತ, ಕನ್ನಡ ಮತ್ತು ಸಂಸ್ಕೃತಿ ಇಲಾಖೆ, ನಗರಸಭೆಯವರ ಸಂಯುಕ್ತಆಶ್ರಯದಲ್ಲಿ 2024-25 ನೇ ಸಾಲಿನ ಅಂಬಿಗರಚೌಡಯ್ಯಜಯಂತಿಯನ್ನು ಜನವರಿ 21ರಂದು ಬೆಳಿಗ್ಗೆ 11 ಗಂಟೆಗೆ ನಗರದ ಕಲಾಮಂದಿರದಲ್ಲಿ ಆಚರಿಸಲಾಗುವುದು. ಕಾರ್ಯಕ್ರಮದಲ್ಲಿ ಜಿಲ್ಲಾ ಉಸ್ತುವಾರಿ ಸಚಿವರು, ಶಾಸಕರು, ಜಿಲ್ಲಾಧಿಕಾರಿಗಳು ಹಾಗೂ ಎಲ್ಲಾ ಸಂಘ ಸಂಸ್ಥೆ ಪದಾಧಿಕಾರಿಗಳು ಭಾಗವಹಿಸಲಿದ್ದಾರೆ. (660, 1235, 940, 1290)
article-text: ಇತ್ತೀಚಿನ ದಿನಗಳಲ್ಲಿ ವಿದ್ಯಾರ್ಥಿಗಳು ಪಠ್ಯೇತರ ಚಟುವಟಿಕೆಗಳಲ್ಲಿ ಹೆಚ್ಚಿನ ಆಸಕ್ತಿ ವಹಿಸಬೇಕು. ಕೇವಲ ಅಂಕಗಳಿಗೆ ಸೀಮಿತವಾಗದೆ ಉತ್ತಮ ವ್ಯಕ್ತಿತ್ವವನ್ನು ರೂಪಿಸಿಕೊಳ್ಳಬೇಕು ಎಂದು ಗಣ್ಯರು ಅಭಿಪ್ರಾಯಪಟ್ಟರು. ಕಾಲೇಜಿನ ವಾರ್ಷಿಕೋತ್ಸವ ಹಾಗೂ ಸಾಂಸ್ಕೃತಿಕ ಕಾರ್ಯಕ್ರಮದಲ್ಲಿ ಮಾತನಾಡಿದ ಅವರು, ಶಿಸ್ತು, ಸಂಯಮ ಮತ್ತು ಪರಿಶ್ರಮ ಯಶಸ್ಸಿನ ಮೆಟ್ಟಿಲುಗಳು ಎಂದರು. ಪ್ರತಿಭಾವಂತ ವಿದ್ಯಾರ್ಥಿಗಳಿಗೆ ಬಹುಮಾನ ವಿತರಿಸಲಾಯಿತು. (6, 1258, 216, 1325)
dateline: ಚಾಮರಾಜನಗರ: (754, 323, 799, 332)
article-text: ಮಂಡ್ಯ ನಗರಸಭೆಯ 2025-26ನೇ ಸಾಲಿನ ಆಯವ್ಯಯ (ಬಜೆಟ್) ದ ಬಗ್ಗೆ ಪೂರ್ವಭಾವಿಯಾಗಿಚರ್ಚಿಸಲುಜನವರಿ 20 ರಂದು ಬೆಳಿಗ್ಗೆ 11.00 ಗಂಟೆಗೆ ನಗರಸಭೆ ಸಭಾಂಗಣದಲ್ಲಿ ಸಭೆ ಏರ್ಪಡಿಸಲಾಗಿದೆ. ಸಾರ್ವಜನಿಕರು, ಸಂಘ ಸಂಸ್ಥೆಗಳ ಪ್ರತಿನಿಧಿಗಳು, ವ್ಯಾಪಾರಸ್ಥರು ಹಾಗೂ ನಾಗರಿಕರು ಸಭೆಯಲ್ಲಿ ಭಾಗವಹಿಸಿ ತಮ್ಮ ಸಲಹೆ ಸೂಚನೆಗಳನ್ನು ನೀಡಬಹುದು ಎಂದು ನಗರಸಭೆ ಪೌರಾಯುಕ್ತರು ತಿಳಿಸಿದ್ದಾರೆ. (568, 1019, 740, 1097)
solar-headline: ಸೋಲಾರ್ ಸಿಟಿಯಲ್ಲಿ ಗಣಪತಿ- ಆಂಜನೇಯ ವಿಗ್ರಹ ಪ್ರತಿಷ್ಠಾಪನೆ ಅದ್ದೂರಿ (511, 66, 739, 99)
lecture-photo (6, 470, 306, 580)
bcom-headline: ಬಿ.ಕಾಂ. ವಿದ್ಯಾರ್ಥಿಗಳಿಗೆ ವಿಶೇಷ ಉಪನ್ಯಾಸ ಕಾರ್ಯಕ್ರಮ (8, 404, 309, 455)
calf-show-headline: ಸೀಗೆಬಾಗಿಯಲ್ಲಿ ಗಮನ ಸೆಳೆದ ಮಿಶ್ರತಳಿ ಕರುಗಳ ಪ್ರದರ್ಶನ (340, 405, 724, 477)
solar-body (510, 108, 740, 226)
article-text: ಹುಳಿಯಾರಿನ ಕೇಶವ ವಿದ್ಯಾ ಮಂದಿರ ಶಾಲೆಯಲ್ಲಿ ಏರ್ಪಡಿಸಿದ್ದ ಗೋಪೂಜೆ ಕಾರ್ಯಕ್ರಮವನ್ನು ಅದ್ದೂರಿಯಾಗಿ ಆಚರಿಸಲಾಯಿತು. ಕಾರ್ಯಕ್ರಮದಲ್ಲಿ ಶಾಲಾ ಆಡಳಿತ ಮಂಡಳಿಯವರು, ಶಿಕ್ಷಕರು ಹಾಗೂ ವಿದ್ಯಾರ್ಥಿಗಳು ಭಾಗವಹಿಸಿದ್ದರು. ಗೋವಿನ ಮಹತ್ವ ಹಾಗೂ ನಮ್ಮ ಸಂಸ್ಕೃತಿಯಲ್ಲಿ ಗೋವಿಗೆ ಇರುವ ಸ್ಥಾನದ ಬಗ್ಗೆ ಮಕ್ಕಳಿಗೆ ತಿಳಿಸಿಕೊಡಲಾಯಿತು. ಸಂಕ್ರಾಂತಿ ಹಬ್ಬದ ಅಂಗವಾಗಿ ಎಳ್ಳು ಬೆಲ್ಲ ವಿತರಿಸಲಾಯಿತು. (190, 1063, 555, 1107)
article-text: ಕೇಂದ್ರ ಆರೋಗ್ಯ ಮತ್ತು ಕುಟುಂಬ ಕಲ್ಯಾಣ ಮಂತ್ರಾಲಯದ ಜೂನ್ 1 ರಿಂದ ಜಾರಿಗೆ ಬರುವಂತೆ ಸಿಗರೇಟ್ ಹಾಗೂ ಇತರೆ ತಂಬಾಕು ಉತ್ಪನ್ನಗಳ ಪೊಟ್ಟಣಗಳ ಮೇಲೆ ಚಿತ್ರ ಸಹಿತ ಎಚ್ಚರಿಕೆ ಸಂದೇಶ ಮುದ್ರಿಸಬೇಕು. ಇದನ್ನು ಉಲ್ಲಂಘಿಸಿದ್ದಲ್ಲಿ ಕೋಟ್ಪಾ-2003ರ ಸೆಕ್ಷನ್-7, 8, 9, 10ರ ಅಡಿಯಲ್ಲಿ ಪ್ರಾಧಿಕೃತ ಅಧಿಕಾರಿಗಳು ಕಾನೂನು ಕ್ರಮ ಜರುಗಿಸಲಿದ್ದಾರೆ. ಧೂಮಪಾನ ಮತ್ತು ಜಗಿಯುವ ತಂಬಾಕು ಉತ್ಪನ್ನಗಳಿಗೆ ''ತಂಬಾಕು ನೋವು ಭರಿತ ಸಾವು ಉಂಟಾಗುತ್ತದೆ'' ಎಂಬ ಪದಗಳು ಕೆಂಪು ಹಿನ್ನೆಲೆಯಲ್ಲಿ ಪದಗಳು/ಅಕ್ಷರಗಳು ಬಿಳಿ ಬಣ್ಣದಲ್ಲಿ ಇರಬೇಕು ಎಂದು ಜಿಲ್ಲಾ ತಂಬಾಕು ನಿಯಂತ್ರಣಾಧಿಕಾರಿಗಳು ತಿಳಿಸಿದ್ದಾರೆ. (754, 677, 940, 778)
article-text: ಇತ್ತೀಚಿನ ದಿನಗಳಲ್ಲಿ ವಿದ್ಯಾರ್ಥಿಗಳು ಪಠ್ಯೇತರ ಚಟುವಟಿಕೆಗಳಲ್ಲಿ ಹೆಚ್ಚಿನ ಆಸಕ್ತಿ ವಹಿಸಬೇಕು. ಕೇವಲ ಅಂಕಗಳಿಗೆ ಸೀಮಿತವಾಗದೆ ಉತ್ತಮ ವ್ಯಕ್ತಿತ್ವವನ್ನು ರೂಪಿಸಿಕೊಳ್ಳಬೇಕು ಎಂದು ಗಣ್ಯರು ಅಭಿಪ್ರಾಯಪಟ್ಟರು. ಕಾಲೇಜಿನ ವಾರ್ಷಿಕೋತ್ಸವ ಹಾಗೂ ಸಾಂಸ್ಕೃತಿಕ ಕಾರ್ಯಕ್ರಮದಲ್ಲಿ ಮಾತನಾಡಿದ ಅವರು, ಶಿಸ್ತು, ಸಂಯಮ ಮತ್ತು ಪರಿಶ್ರಮ ಯಶಸ್ಸಿನ ಮೆಟ್ಟಿಲುಗಳು ಎಂದರು. ಪ್ರತಿಭಾವಂತ ವಿದ್ಯಾರ್ಥಿಗಳಿಗೆ ಬಹುಮಾನ ವಿತರಿಸಲಾಯಿತು. (411, 1311, 642, 1412)
article-text: ಮಲ್ಲಯ್ಯನ-ಕಿಶೋರ್ ಬಿಎಂಎಸ್ ಸರ್ಕಾರಿ ಪ್ರಥಮ ದರ್ಜೆ ಕಾಲೇಜಿನ ವಾಣಿಜ್ಯ ಶಾಸ್ತ್ರ ವಿಭಾಗದ ವತಿಯಿಂದ ಏರ್ಪಡಿಸಿದ್ದ ವಿಶೇಷ ಉಪನ್ಯಾಸ ಕಾರ್ಯಕ್ರಮದಲ್ಲಿ ಬಿ.ಕಾಂ. ವಿದ್ಯಾರ್ಥಿಗಳಿಗೆ ಫೈನಾನ್ಶಿಯಲ್ ಅಕೌಂಟಿಂಗ್, ಬಿಸಿನೆಸ್ ಸ್ಟ್ಯಾಟಿಸ್ಟಿಕ್ಸ್ ಹಾಗೂ ಇನ್‌ಕಮ್ ಟ್ಯಾಕ್ಸ್ ವಿಷಯಗಳ ಕುರಿತು ಉಪನ್ಯಾಸ ನೀಡಲಾಯಿತು. ವಿದ್ಯಾರ್ಥಿಗಳು ಜೀವನದಲ್ಲಿ ಮುಂದೆ ಬರಲು ಉತ್ತಮ ಶಿಕ್ಷಣ ಅತ್ಯಗತ್ಯ ಎಂದು ಪ್ರಾಂಶುಪಾಲರು ತಿಳಿಸಿದರು. (214, 587, 311, 722)
